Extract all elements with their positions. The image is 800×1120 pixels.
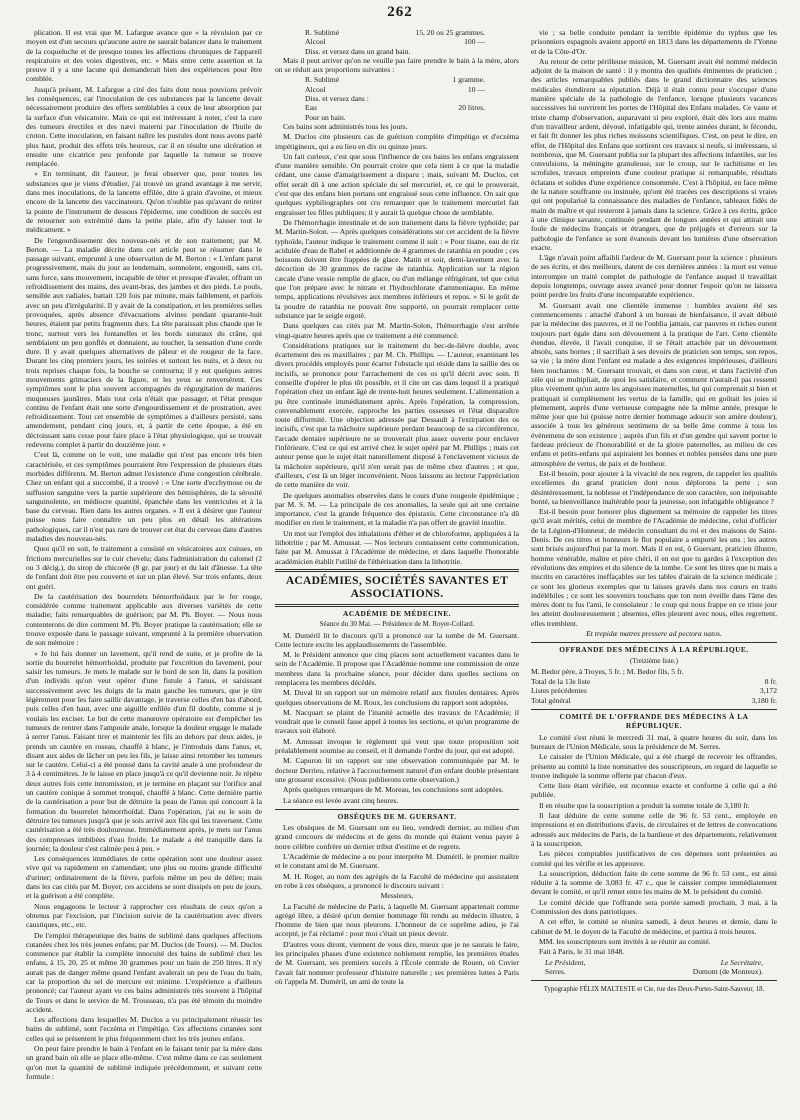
paragraph: MM. les souscripteurs sont invités à se réunir au comité. xyxy=(539,936,711,946)
printer-imprint: Typographie FÉLIX MALTESTE et Cie, rue des Deux-Portes-Saint-Sauveur, 18. xyxy=(543,986,765,994)
paragraph: La séance est levée avant cinq heures. xyxy=(283,795,399,805)
secretary-title: Le Secrétaire, xyxy=(720,957,763,967)
line-value: 15, 20 ou 25 grammes. xyxy=(415,28,485,37)
line-item xyxy=(305,94,485,103)
paragraph: Un fait curieux, c'est que sous l'influence de ces bains les enfans engraissent d'une manière sensible. On pourrait croire que cela tient à ce que la maladie cédant, une cause d'amaigrissement a disparu ; mais, suivant M. Duclos, cet effet serait dû à une action spéciale du sel mercuriel, et, ce qui le prouverait, c'est que des enfans bien portans ont engraissé sous cette influence. On sait que quelques syphiliographes ont cru remarquer que le traitement mercuriel fait engraisser les filles publiques; il y aurait là quelque chose de semblable. xyxy=(275,151,519,217)
offrande-heading: OFFRANDE DES MÉDECINS À LA RÉPUBLIQUE. xyxy=(559,645,749,655)
line-label: Listes précédentes xyxy=(531,686,587,696)
paragraph: Il faut déduire de cette somme celle de 96 fr. 53 cent., employée en impressions et en distributions d'avis, de circulaires et de lettres de convocations adressés aux médecins de Paris, de la banlieue et des départements, relativement à la souscription. xyxy=(531,811,777,848)
paragraph: Les conséquences immédiates de cette opération sont une douleur assez vive qui va rapidement en s'amendant; une plus ou moins grande difficulté d'uriner; ordinairement de la fièvre, parfois même un peu de délire; mais dans les cas cités par M. Boyer, ces accidens se sont dissipés en peu de jours, et la guérison a été complète. xyxy=(26,854,262,901)
comite-heading: COMITÉ DE L'OFFRANDE DES MÉDECINS À LA RÉPUBLIQUE. xyxy=(559,712,749,731)
paragraph: « Je lui fais donner un lavement, qu'il rend de suite, et je profite de la sortie du bourrelet hémorrhoïdal, produite par l'excrétion du lavement, pour saisir les tumeurs. Je mets le malade sur le bord de son lit, dans la position d'un individu qu'on veut opérer d'une fistule à l'anus, et saisissant successivement avec les doigts de la main gauche les tumeurs, que je tire légèrement pour les faire saillir davantage, je traverse celles d'en bas d'abord, puis celles d'en haut, avec une aiguille enfilée d'un fil double, comme si je voulais les exciser. Le but de cette manœuvre opératoire est d'empêcher les tumeurs de rentrer dans l'ampoule anale, lorsque la douleur engage le malade à serrer l'anus. Faisant tirer et maintenir les fils au dehors par deux aides, je prends un cautère en roseau, chauffé à blanc, je l'introduis dans l'anus, et, disant aux aides de lâcher un peu les fils, je laisse ainsi retomber les tumeurs sur le cautère. Celui-ci a été poussé dans la cavité anale à une profondeur de 3 à 4 centimètres. Je le laisse en place jusqu'à ce qu'il devienne noir. Je répète deux autres fois cette intromission, et je termine en plaçant sur l'orifice anal un cautère conique à sommet tronqué, chauffé à blanc. Cette dernière partie de la cautérisation a pour but de détruire la peau de l'anus qui concourt à la formation du bourrelet hémorrhoïdal. Dans l'opération, j'ai eu le soin de détruire les tumeurs jusqu'à que je sois arrivé aux fils qui les traversent. Cette cautérisation a été très douloureuse. Immédiatement après, je mets sur l'anus des compresses imbibées d'eau froide. Le malade a été tranquille dans la journée; la douleur s'est calmée peu à peu. » xyxy=(26,648,262,853)
line-label: Total général xyxy=(531,695,571,705)
paragraph: Jusqu'à présent, M. Lafargue a cité des faits dont nous pouvions prévoir les conséquences, car l'inoculation de ces substances par la lancette devait nécessairement produire des effets semblables à ceux de leur absorption par la surface d'un vésicatoire. Mais ce qui est intéressant à noter, c'est la cure des tumeurs érectiles et des nævi materni par l'inoculation de l'huile de croton. Cette inoculation, en faisant naître les pustules dont nous avons parlé plus haut, produit des effets très heureux, car il en résulte une ulcération et ensuite une cicatrice peu profonde par laquelle la tumeur se trouve remplacée. xyxy=(26,84,262,169)
paragraph: Cette liste étant vérifiée, est reconnue exacte et conforme à celle qui a été publiée. xyxy=(531,781,777,800)
page-number: 262 xyxy=(387,4,413,20)
formula-2 xyxy=(275,75,519,121)
line-item xyxy=(531,696,777,705)
line-value: 100 — xyxy=(464,37,485,47)
paragraph: Les pièces comptables justificatives de ces dépenses sont présentées au comité qui les vérifie et les approuve. xyxy=(531,849,777,868)
paragraph: Dans quelques cas cités par M. Martin-Solon, l'hémorrhagie s'est arrêtée vingt-quatre heures après que ce traitement a été commencé. xyxy=(275,321,519,340)
paragraph: M. Guersant avait une clientèle immense : humbles avaient été ses commencements : attaché d'abord à un bureau de bienfaisance, il avait débuté par la médecine des pauvres, et il ne l'oublia jamais, car pauvres et riches eurent toujours part égale dans son dévouement à la pratique de l'art. Cette clientèle étendue, élevée, il l'avait conquise, il se l'était attachée par un dévouement absolu, sans bornes ; il sacrifiait à ses devoirs de praticien son temps, son repos, sa vie ; la mère dont l'enfant est malade a des exigences impérieuses, d'ailleurs bien touchantes : M. Guersant trouvait, et dans son cœur, et dans l'activité d'un zèle qui se multipliait, de quoi les satisfaire, et comment n'aurait-il pas ressenti plus vivement qu'un autre les angoisses maternelles, lui qui comprenait si bien et pratiquait si complètement les vertus de la famille, qui en goûtait les joies si pleinement, auprès d'une vertueuse compagne née la même année, presque le même jour que lui (puisse notre dernier hommage adoucir son amère douleur), associée à tous les généreux sentimens de sa belle âme comme à tous les événemens de son existence ; auprès d'un fils et d'un gendre qui savent porter le fardeau précieux de l'honorabilité et de la gloire paternelles, au milieu de ces enfans et petits-enfans qui aspiraient les bonnes et nobles pensées dans une pure atmosphère de vertus, de paix et de bonheur. xyxy=(531,300,777,468)
paragraph: plication. Il est vrai que M. Lafargue avance que « la révulsion par ce moyen est d'un secours qu'aucune autre ne saurait balancer dans le traitement de la coqueluche et de presque toutes les affections chroniques de l'appareil respiratoire et des voies digestives, etc. » Mais entre cette assertion et la preuve il y a une lacune qui demanderait bien des expériences pour être comblée. xyxy=(26,28,262,84)
paragraph: Le caissier de l'Union Médicale, qui a été chargé de recevoir les offrandes, présente au comité la liste nominative des souscripteurs, en regard de laquelle se trouve indiquée la somme offerte par chacun d'eux. xyxy=(531,752,777,780)
paragraph: Quoi qu'il en soit, le traitement a consisté en vésicatoires aux cuisses, en frictions mercurielles sur le cuir chevelu; dans l'administration du calomel (2 ou 3 décig.), du sirop de chicorée (8 gr. par jour) et du lait d'ânesse. La tête de l'enfant doit être peu couverte et sur un plan élevé. Sur trois enfants, deux ont guéri. xyxy=(26,544,262,591)
paragraph: La Faculté de médecine de Paris, à laquelle M. Guersant appartenait comme agrégé libre, a désiré qu'un dernier hommage fût rendu au médecin illustre, à l'homme de bien que nous pleurons. L'honneur de ce suprême adieu, je l'ai accepté, je l'ai réclamé : pour moi c'était un pieux devoir. xyxy=(275,901,519,939)
paragraph: De l'hémorrhagie intestinale et de son traitement dans la fièvre typhoïde; par M. Martin-Solon. — Après quelques considérations sur cet accident de la fièvre typhoïde, l'auteur indique le traitement comme il suit : « Pour tisane, eau de riz acidulée d'eau de Rabel et additionnée de 4 grammes de ratanhia en poudre ; ces boissons doivent être frappées de glace. Matin et soir, demi-lavement avec la décoction de 30 grammes de racine de ratanhia. Application sur la région cæcale d'une vessie remplie de glace, ou d'un mélange réfrigérant, tel que celui que l'on prépare avec le nitrate et l'hydrochlorate d'ammoniaque. En même temps, applications révulsives aux membres inférieurs et repos. » Si le goût de la poudre de ratanhia ne pouvait être supporté, on pourrait remplacer cette substance par le seigle ergoté. xyxy=(275,217,519,320)
paragraph: Est-il besoin pour honorer plus dignement sa mémoire de rappeler les titres qu'il avait mérités, celui de membre de l'Académie de médecine, celui d'officier de la Légion-d'Honneur, de médecin consultant du roi et des maisons de Saint-Denis. De ces titres et honneurs le flot populaire a emporté les uns ; les autres sont brisés aujourd'hui par la mort. Mais il en est, ô Guersant, praticien illustre, homme vénérable, maître et père chéri, il en est que tu gardes à l'exception des révolutions des empires et du silence de la tombe. Ce sont les titres que tu mais a inscrits en caractères ineffaçables sur les tables d'airain de la science médicale ; ce sont les glorieux exemples que tu laisses gravés dans nos cœurs en traits indélébiles ; ce sont les souvenirs touchans que ton nom éveille dans l'âme des mères dont tu fus l'ami, le consolateur : le coup qui nous frappe en ce triste jour les atteint douloureusement ; absentes, elles pleurent avec nous, elles regrettent, elles tremblent. xyxy=(531,507,777,628)
paragraph: M. H. Roger, au nom des agrégés de la Faculté de médecine qui assistaient en robe à ces obsèques, a prononcé le discours suivant : xyxy=(275,871,519,890)
divider xyxy=(275,809,519,810)
line-item xyxy=(531,686,777,695)
line-label: Alcool xyxy=(305,84,326,94)
academy-paragraphs xyxy=(275,631,519,805)
paragraph: La souscription, déduction faite de cette somme de 96 fr. 53 cent., est ainsi réduite à la somme de 3,083 fr. 47 c., que le caissier compte immédiatement devant le comité, et qu'il remet entre les mains de M. le président du comité. xyxy=(531,868,777,897)
paragraph: « En terminant, dit l'auteur, je ferai observer que, pour toutes les substances que je viens d'étudier, j'ai trouvé un grand avantage à me servir, dans mes inoculations, de la lancette effilée, dite à grain d'avoine, et mieux encore de la lancette des vaccinateurs. Qu'on n'oublie pas qu'avant de retirer la pointe de l'instrument de dessous l'épiderme, une condition de succès est de retourner son extrémité dans la petite plaie, afin d'y laisser tout le médicament. » xyxy=(26,169,262,235)
paragraph: Il en résulte que la souscription a produit la somme totale de 3,180 fr. xyxy=(539,800,750,810)
column-3-paragraphs xyxy=(531,28,777,628)
paragraph: M. Duméril lit le discours qu'il a prononcé sur la tombe de M. Guersant. Cette lecture excite les applaudissements de l'assemblée. xyxy=(275,630,519,649)
column-3 xyxy=(531,28,777,1098)
line-item xyxy=(305,85,485,94)
line-item xyxy=(531,677,777,686)
section-title: ACADÉMIES, SOCIÉTÉS SAVANTES ET ASSOCIATIONS. xyxy=(285,574,509,600)
salutation: Messieurs, xyxy=(380,891,414,901)
paragraph: On peut faire prendre le bain à l'enfant en le faisant tenir par la mère dans un grand bain où elle se place elle-même. C'est même dans ce cas seulement qu'on met la quantité de sublimé indiquée précédemment, et suivant cette formule : xyxy=(26,1044,262,1081)
section-divider xyxy=(275,569,519,572)
paragraph: Le comité décide que l'offrande sera portée samedi prochain, 3 mai, à la Commission des dons patriotiques. xyxy=(531,897,777,917)
line-label: Diss. et versez dans : xyxy=(305,94,369,104)
line-value: 3,180 fr. xyxy=(751,695,777,705)
line-item xyxy=(305,47,485,56)
obseques-paragraphs-2 xyxy=(275,902,519,987)
line-label: Pour un bain. xyxy=(305,112,346,122)
paragraph: M. Capuron lit un rapport sur une observation communiquée par M. le docteur Derrieu, relative à l'accouchement naturel d'un enfant double présentant une grosseur excessive. (Nous publierons cette observation.) xyxy=(275,756,519,784)
line-item xyxy=(305,37,485,46)
latin-quote: Et trepidæ matres pressere ad pectora natos. xyxy=(586,629,722,638)
signature-names xyxy=(531,967,777,976)
paragraph: Au retour de cette périlleuse mission, M. Guersant avait été nommé médecin adjoint de la maison de santé : il y montra des qualités éminentes de praticien ; des articles remarquables publiés dans le grand dictionnaire des sciences médicales étendirent sa réputation. Déjà il était connu pour s'occuper d'une manière spéciale de la pathologie de l'enfance, lorsque plusieurs vacances successives lui ouvrirent les portes de l'Hôpital des Enfans malades. Ce vaste et triste champ d'observation, auparavant si peu exploré, était dès lors aux mains d'un travailleur ardent, dévoué, infatigable qui, trente années durant, le fécondu, et fait fit donner les plus riches moissons scientifiques. C'est, on peut le dire, en effet, de l'Hôpital des Enfans que sortirent ces travaux si neufs, si intéressans, si nombreux, que M. Guersant publia sur la plupart des affections infantiles, sur les convulsions, la méningite granuleuse, sur le croup, sur le rachitisme et les scrofules, travaux empreints d'une couleur pratique si remarquable, résultats éclatans et solides d'une expérience consommée. C'est à l'hôpital, en face même de la nature souffrante ou insinuée, qu'ont été tracées ces descriptions si vraies qui ont popularisé la connaissance des maladies de l'enfance, tableaux fidès de main de maître et qui resteront à jamais dans la science. Grâce à ces écrits, grâce à une clinique savante, continuée pendant de longues années et qui attirait une foule de médecins français et étrangers, que de préjugés et d'erreurs sur la pathologie de l'enfance se sont évanouis devant les lumières d'une observation exacte. xyxy=(531,56,777,252)
paragraph: vie ; sa belle conduite pendant la terrible épidémie du typhus que les prisonniers espagnols avaient apporté en 1813 dans les départements de l'Yonne et de la Côte-d'Or. xyxy=(531,28,777,56)
comite-paragraphs xyxy=(531,733,777,957)
paragraph: De la cautérisation des bourrelets hémorrhoïdaux par le fer rouge, considérée comme traitement applicable aux diverses variétés de cette maladie; faits remarquables de guérison; par M. Ph. Boyer. — Nous nous contenterons de dire comment M. Ph. Boyer pratique la cautérisation; elle se trouve exposée dans le passage suivant, emprunté à la première observation de son mémoire : xyxy=(26,591,262,648)
column-2 xyxy=(275,28,519,1098)
paragraph: L'Académie de médecine a eu pour interprète M. Duméril, le premier maître et le constant ami de M. Guersant. xyxy=(275,852,519,871)
paragraph: M. Duclos cite plusieurs cas de guérison complète d'impétigo et d'eczéma impétigineux, qui a eu lieu en dix ou quinze jours. xyxy=(275,132,519,151)
column-1 xyxy=(26,28,262,1098)
paragraph: Les affections dans lesquelles M. Duclos a vu principalement réussir les bains de sublimé, sont l'eczéma et l'impétigo. Ces affections cutanées sont celles qui se présentent le plus fréquemment chez les très jeunes enfans. xyxy=(26,1015,262,1043)
paragraph: Le comité s'est réuni le mercredi 31 mai, à quatre heures du soir, dans les bureaux de l'Union Médicale, sous la présidence de M. Serres. xyxy=(531,732,777,751)
line-item xyxy=(305,75,485,84)
paragraph: De l'engourdissement des nouveau-nés et de son traitement; par M. Berton. — La maladie décrite dans cet article peut se résumer dans le passage suivant, emprunté à une observation de M. Berton : « L'enfant parut progressivement, mais du jour au lendemain, somnolent, engourdi, sans cri, sans force, sans mouvement, incapable de téter et presque d'avaler, offrant un refroidissement des mains, des avant-bras, des jambes et des pieds. Le pouls, sensible aux radiales, battait 120 fois par minute, mais faiblement, et parfois avec un peu d'irrégularité. Il y avait de la constipation, et les premières selles provoquées, après absence d'évacuations alvines pendant quarante-huit heures, étaient par petits fragments durs. La tête paraissait plus chaude que le tronc, surtout vers les fontanelles et les bords suturaux du crâne, qui semblaient un peu gonflés et donnaient, au toucher, la sensation d'une corde dure. Il y avait quelques alternatives de pâleur et de rougeur de la face. Durant les cinq premiers jours, les soirées et surtout les nuits, et à deux ou trois reprises chaque fois, la bouche se contourna; il y eut quelques autres mouvements grimaciers de la figure, et les yeux se renversèrent. Ces symptômes sont le plus souvent accompagnés de régurgitation de matières muqueuses jaunâtres. Mais tout cela n'était que passager, et l'état presque continu de l'enfant était une sorte d'engourdissement et de prostration, avec refroidissement. Tout cet ensemble de symptômes a d'ailleurs persisté, sans amendement, pendant cinq jours, et, à partir de cette époque, a été en décroissant sans cesse pour faire place à l'état physiologique, qui se trouvait redevenu complet à partir du douzième jour. » xyxy=(26,235,262,450)
paragraph: M. Nacquart se plaint de l'inanité actuelle des travaux de l'Académie; il voudrait que le conseil fasse appel à toutes les sections, et qu'un programme de travaux soit élaboré. xyxy=(275,707,519,736)
president-name: Serres. xyxy=(545,966,566,976)
line-label: Alcool xyxy=(305,37,326,47)
session-line: Séance du 30 Mai. — Présidence de M. Royer-Collard. xyxy=(319,620,475,629)
paragraph: M. Duval lit un rapport sur un mémoire relatif aux fistules dentaires. Après quelques observations de M. Roux, les conclusions du rapport sont adoptées. xyxy=(275,688,519,707)
offrande-subheading: (Treizième liste.) xyxy=(630,656,678,665)
section-divider xyxy=(275,604,519,607)
line-label: Diss. et versez dans un grand bain. xyxy=(305,46,411,56)
paragraph: Ces bains sont administrés tous les jours. xyxy=(283,121,408,131)
line-label: Eau xyxy=(305,103,317,113)
obseques-heading: OBSÈQUES DE M. GUERSANT. xyxy=(337,811,457,821)
paragraph: D'autres vous diront, viennent de vous dire, mieux que je ne saurais le faire, les principales phases d'une existence noblement remplie, les premières études de M. Guersant, ses premiers succès à l'École centrale de Rouen, où Cuvier l'avait fait nommer professeur d'histoire naturelle ; ses premières luttes à Paris où l'appela M. Duméril, un ami de toute la xyxy=(275,939,519,986)
divider xyxy=(531,980,777,981)
line-value: 1 gramme. xyxy=(452,75,485,85)
paragraph: L'âge n'avait point affaibli l'ardeur de M. Guersant pour la science : plusieurs de ses écrits, et des meilleurs, datent de ces dernières années : la mort est venue interrompre un traité complet de pathologie de l'enfance auquel il travaillait depuis longtemps, ouvrage assez avancé pour donner l'espoir qu'on ne laissera point perdre les fruits d'une incomparable expérience. xyxy=(531,253,777,300)
paragraph: C'est là, comme on le voit, une maladie qui n'est pas encore très bien caractérisée, et ces symptômes pourraient être l'expression de plusieurs états morbides différents. M. Berton admet l'existence d'une congestion cérébrale. Chez un enfant qui a succombé, il a trouvé : « Une sorte d'ecchymose ou de suffusion sanguine vers la partie supérieure des hémisphères, de la sérosité sanguinolente, en médiocre quantité, épanchée dans les ventricules et à la base du cerveau. Rien dans les autres organes. » Il est à désirer que l'auteur puisse nous faire connaître un peu plus en détail les altérations pathologiques, car il n'est pas rare de trouver cet état du cerveau dans d'autres maladies des nouveau-nés. xyxy=(26,450,262,544)
line-label: R. Sublimé xyxy=(305,28,340,37)
formula-1 xyxy=(275,28,519,56)
totals-list xyxy=(531,677,777,705)
paragraph: De quelques anomalies observées dans le cours d'une rougeole épidémique ; par M. S. M. — La principale de ces anomalies, la seule qui ait une certaine importance, c'est la grande fréquence des épistaxis. Cette circonstance n'a dû modifier en rien le traitement, et la maladie n'a pas offert de gravité insolite. xyxy=(275,490,519,528)
line-item xyxy=(305,28,485,37)
line-value: 8 fr. xyxy=(764,677,777,687)
secretary-name: Dumont (de Monteux). xyxy=(692,966,763,976)
line-value: 10 — xyxy=(467,84,485,94)
paragraph: M. Amussat invoque le règlement qui veut que toute proposition soit préalablement soumise au conseil, et il demande l'ordre du jour, qui est adopté. xyxy=(275,736,519,756)
paragraph: Fait à Paris, le 31 mai 1848. xyxy=(539,947,625,957)
paragraph: Est-il besoin, pour ajouter à la vivacité de nos regrets, de rappeler les qualités excellentes du grand praticien dont nous déplorons la perte ; son désintéressement, la noblesse et l'indépendance de son caractère, son inépuisable bonté, sa bienveillance inaltérable pour la jeunesse, son infatigable obligeance ? xyxy=(531,468,777,506)
paragraph: Mais il peut arriver qu'on ne veuille pas faire prendre le bain à la mère, alors on se réduit aux proportions suivantes : xyxy=(275,55,519,75)
paragraph: De l'emploi thérapeutique des bains de sublimé dans quelques affections cutanées chez les très jeunes enfans; par M. Duclos (de Tours). — M. Duclos commence par établir la complète innocuité des bains de sublimé chez les enfans, à 15, 20, 25 et même 30 grammes pour un bain de 250 litres. Il n'y aurait pas de danger même quand l'enfant avalerait un peu de l'eau du bain, car la proportion du sel de mercure est minime. L'expérience a d'ailleurs prononcé; car l'auteur ayant vu ces bains administrés très souvent à l'hôpital de Tours et dans le service de M. Trousseau, n'a pas été témoin du moindre accident. xyxy=(26,930,262,1014)
divider xyxy=(531,709,777,710)
column-2-paragraphs xyxy=(275,122,519,566)
paragraph: Considérations pratiques sur le traitement du bec-de-lièvre double, avec écartement des os maxillaires ; par M. Ch. Phillips. — L'auteur, examinant les divers procédés employés pour écarter l'obstacle qui réside dans la saillie des os incisifs, se prononce pour l'arrachement de ces os qu'il décrit avec soin. Il conseille d'opérer le plus tôt possible, et il cite un cas dans lequel il a pratiqué l'opération chez un enfant âgé de trente-huit heures seulement. L'alimentation a pu être continuée immédiatement après. Après l'opération, la compression, convenablement exercée, rapproche les parties osseuses et l'état disparaître toute difformité. Une objection adressée par Dessault à l'extirpation des os incisifs, c'est que la mâchoire supérieure perdant beaucoup de sa circonférence, l'arcade dentaire supérieure ne se trouverait plus assez ouverte pour enclaver l'inférieure. C'est ce qui est arrivé chez le sujet opéré par M. Phillips ; mais cet auteur pense que le sujet était naturellement disposé à l'enclavement vicieux de la mâchoire supérieure, qu'il n'en serait pas de même chez d'autres ; et que, d'ailleurs, c'est là un léger inconvénient. Nous laissons au lecteur l'appréciation de cette manière de voir. xyxy=(275,340,519,490)
paragraph: Nous engageons le lecteur à rapprocher ces résultats de ceux qu'on a obtenus par l'excision, par l'incision suivie de la cautérisation avec divers caustiques, etc., etc. xyxy=(26,901,262,930)
line-item xyxy=(305,103,485,112)
line-item xyxy=(305,113,485,122)
paragraph: Un mot sur l'emploi des inhalations d'éther et de chloroforme, appliquées à la lithotritie ; par M. Amussat. — Nos lecteurs connaissent cette communication, faite par M. Amussat à l'Académie de médecine, et dans laquelle l'honorable académicien établit l'utilité de l'éthérisation dans la lithotritie. xyxy=(275,528,519,566)
paragraph: M. le Président annonce que cinq places sont actuellement vacantes dans le sein de l'Académie. Il propose que l'Académie nomme une commission de onze membres dans la prochaine séance, pour décider dans quelles sections on remplacera les membres décédés. xyxy=(275,650,519,687)
signature-titles xyxy=(531,958,777,967)
line-label: R. Sublimé xyxy=(305,75,340,85)
line-label: Total de la 13e liste xyxy=(531,677,591,687)
obseques-paragraphs xyxy=(275,823,519,890)
line-value: 3,172 xyxy=(759,686,777,696)
paragraph: A cet effet, le comité se réunira samedi, à deux heures et demie, dans le cabinet de M. le doyen de la Faculté de médecine, et partira à trois heures. xyxy=(531,917,777,936)
paragraph: Après quelques remarques de M. Moreau, les conclusions sont adoptées. xyxy=(283,785,504,795)
paragraph: Les obsèques de M. Guersant ont eu lieu, vendredi dernier, au milieu d'un grand concours de médecins et de gens du monde qui étaient venus payer à notre célèbre confrère un dernier tribut d'estime et de regrets. xyxy=(275,823,519,851)
offrande-item: M. Bedor père, à Troyes, 5 fr. ; M. Bedor fils, 5 fr. xyxy=(531,666,684,676)
academy-heading: ACADÉMIE DE MÉDECINE. xyxy=(342,608,452,618)
divider xyxy=(531,642,777,643)
president-title: Le Président, xyxy=(545,957,586,967)
line-value: 20 litres. xyxy=(458,103,485,113)
